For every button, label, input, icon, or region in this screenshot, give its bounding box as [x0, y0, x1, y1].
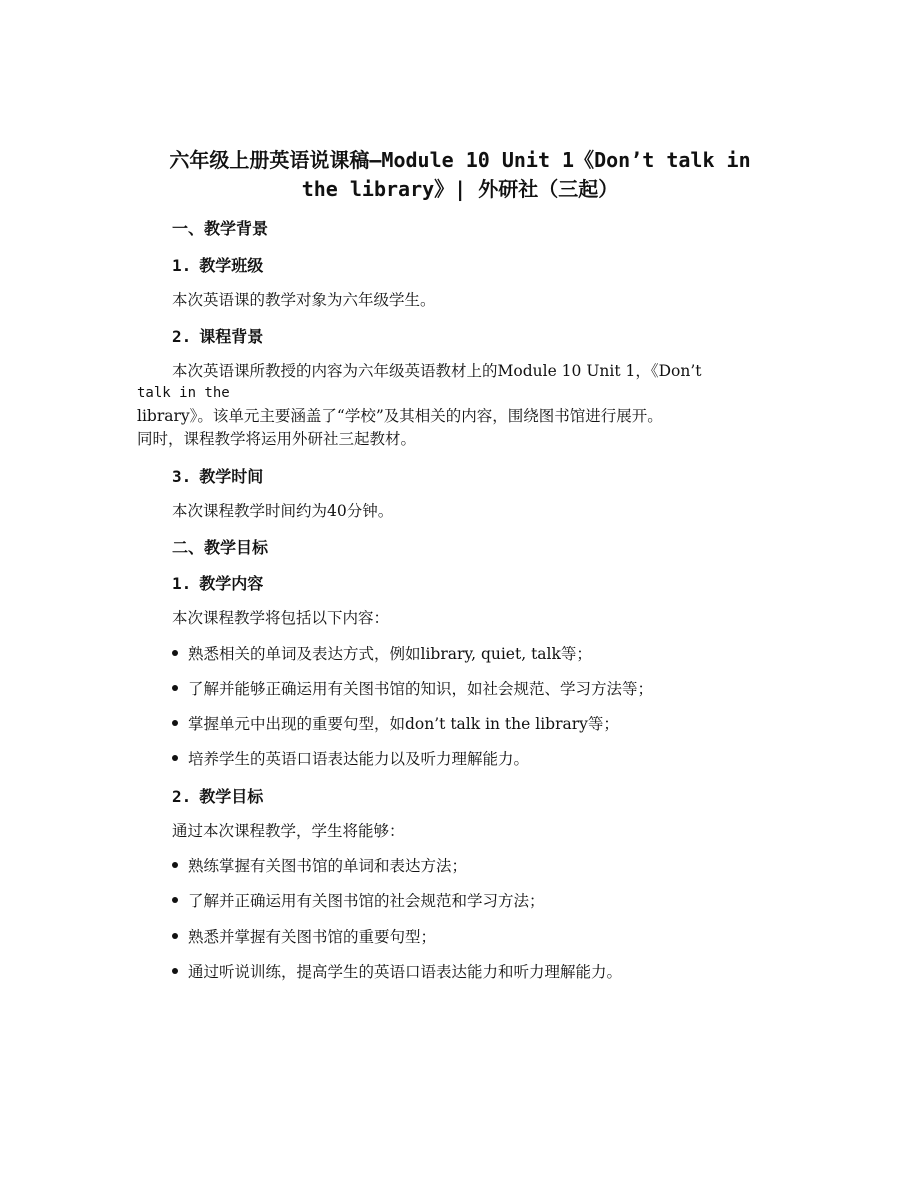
subheading-number: 1. [172, 256, 192, 275]
subheading-label: 教学目标 [199, 787, 264, 806]
bullet-icon [172, 862, 178, 868]
bullet-icon [172, 755, 178, 761]
subheading-number: 2. [172, 787, 192, 806]
subheading-label: 教学班级 [199, 256, 264, 275]
subheading-teaching-time [172, 464, 263, 487]
paragraph-teaching-time: 本次课程教学时间约为40分钟。 [172, 502, 394, 520]
list-item: 熟练掌握有关图书馆的单词和表达方法； [172, 854, 467, 876]
bullet-icon [172, 933, 178, 939]
subheading-number: 1. [172, 574, 192, 593]
subheading-teaching-objectives [172, 784, 263, 807]
list-item: 掌握单元中出现的重要句型，如don’t talk in the library等； [172, 712, 619, 734]
subheading-course-background [172, 324, 263, 347]
list-item: 培养学生的英语口语表达能力以及听力理解能力。 [172, 747, 529, 769]
list-item: 了解并能够正确运用有关图书馆的知识，如社会规范、学习方法等； [172, 677, 653, 699]
subheading-label: 教学时间 [199, 467, 264, 486]
paragraph-course-background-line-3: library》。该单元主要涵盖了“学校”及其相关的内容，围绕图书馆进行展开。 [137, 407, 663, 425]
list-item: 熟悉并掌握有关图书馆的重要句型； [172, 925, 436, 947]
title-line-1: 六年级上册英语说课稿—Module 10 Unit 1《Don’t talk in [169, 148, 751, 172]
list-item: 熟悉相关的单词及表达方式，例如library, quiet, talk等； [172, 642, 592, 664]
bullet-icon [172, 720, 178, 726]
bullet-icon [172, 897, 178, 903]
bullet-icon [172, 650, 178, 656]
bullet-icon [172, 685, 178, 691]
subheading-teaching-class [172, 253, 263, 276]
section-heading-2: 二、教学目标 [172, 538, 269, 557]
title-line-2: the library》| 外研社（三起） [301, 177, 619, 201]
bullet-icon [172, 968, 178, 974]
subheading-label: 教学内容 [199, 574, 264, 593]
subheading-number: 3. [172, 467, 192, 486]
subheading-label: 课程背景 [199, 327, 264, 346]
paragraph-course-background-line-1: 本次英语课所教授的内容为六年级英语教材上的Module 10 Unit 1，《Don’t [172, 362, 702, 380]
paragraph-teaching-content: 本次课程教学将包括以下内容： [172, 609, 390, 627]
list-item: 通过听说训练，提高学生的英语口语表达能力和听力理解能力。 [172, 960, 622, 982]
paragraph-teaching-objectives: 通过本次课程教学，学生将能够： [172, 822, 405, 840]
paragraph-teaching-class: 本次英语课的教学对象为六年级学生。 [172, 291, 436, 309]
paragraph-course-background-line-4: 同时，课程教学将运用外研社三起教材。 [137, 430, 417, 448]
document-title [120, 146, 800, 204]
paragraph-course-background-line-2: talk in the [137, 385, 230, 401]
list-item: 了解并正确运用有关图书馆的社会规范和学习方法； [172, 889, 545, 911]
section-heading-1: 一、教学背景 [172, 219, 269, 238]
subheading-number: 2. [172, 327, 192, 346]
subheading-teaching-content [172, 571, 263, 594]
